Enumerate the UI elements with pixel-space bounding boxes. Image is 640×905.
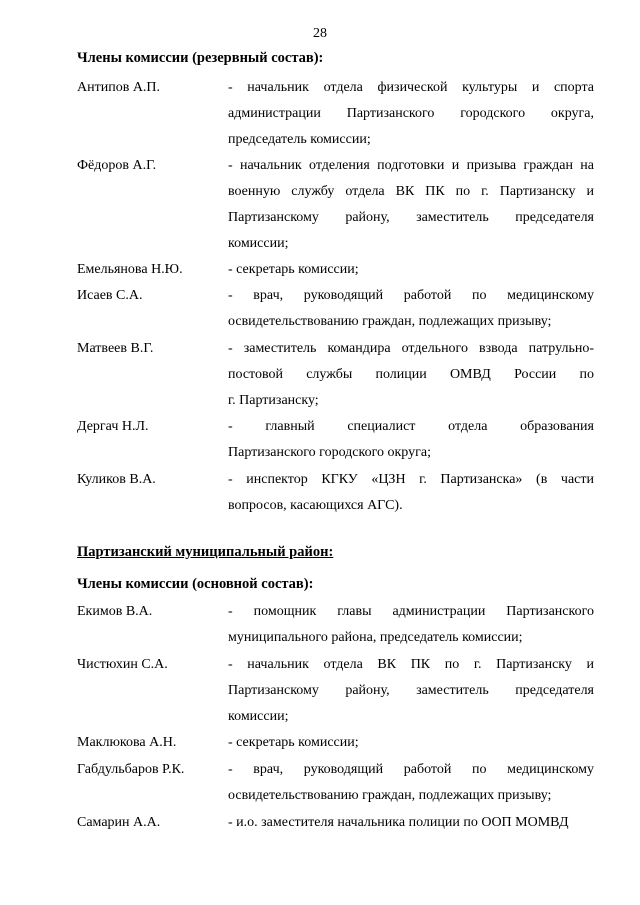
member-role-line: - секретарь комиссии;: [228, 735, 359, 750]
member-name: Чистюхин С.А.: [77, 657, 168, 672]
member-role-line: - начальник отделения подготовки и призыва граждан на: [228, 158, 594, 173]
member-role-line: освидетельствованию граждан, подлежащих призыву;: [228, 788, 552, 803]
member-name: Маклюкова А.Н.: [77, 735, 177, 750]
member-role-line: вопросов, касающихся АГС).: [228, 498, 403, 513]
member-role-line: постовой службы полиции ОМВД России по: [228, 367, 594, 382]
member-role-line: Партизанскому району, заместитель председателя: [228, 683, 594, 698]
section-heading-reserve: Члены комиссии (резервный состав):: [77, 50, 324, 66]
member-role-line: комиссии;: [228, 236, 289, 251]
member-role-line: - начальник отдела ВК ПК по г. Партизанску и: [228, 657, 594, 672]
member-role-line: - помощник главы администрации Партизанского: [228, 604, 594, 619]
member-role-line: муниципального района, председатель комиссии;: [228, 630, 523, 645]
member-name: Исаев С.А.: [77, 288, 143, 303]
member-role-line: администрации Партизанского городского округа,: [228, 106, 594, 121]
district-heading: Партизанский муниципальный район:: [77, 544, 334, 560]
member-role-line: Партизанскому району, заместитель председателя: [228, 210, 594, 225]
member-name: Дергач Н.Л.: [77, 419, 149, 434]
member-role-line: - врач, руководящий работой по медицинскому: [228, 288, 594, 303]
member-role-line: - главный специалист отдела образования: [228, 419, 594, 434]
section-heading-main: Члены комиссии (основной состав):: [77, 576, 314, 592]
member-role-line: Партизанского городского округа;: [228, 445, 431, 460]
member-role-line: военную службу отдела ВК ПК по г. Партизанску и: [228, 184, 594, 199]
member-role-line: - и.о. заместителя начальника полиции по ООП МОМВД: [228, 815, 569, 830]
member-role-line: г. Партизанску;: [228, 393, 319, 408]
member-role-line: - начальник отдела физической культуры и спорта: [228, 80, 594, 95]
member-name: Фёдоров А.Г.: [77, 158, 157, 173]
member-name: Самарин А.А.: [77, 815, 161, 830]
member-role-line: комиссии;: [228, 709, 289, 724]
member-name: Антипов А.П.: [77, 80, 161, 95]
page-number: 28: [313, 26, 327, 41]
member-role-line: - секретарь комиссии;: [228, 262, 359, 277]
member-name: Екимов В.А.: [77, 604, 153, 619]
member-name: Куликов В.А.: [77, 472, 156, 487]
member-role-line: - инспектор КГКУ «ЦЗН г. Партизанска» (в части: [228, 472, 594, 487]
member-role-line: - заместитель командира отдельного взвода патрульно-: [228, 341, 594, 356]
member-name: Емельянова Н.Ю.: [77, 262, 183, 277]
member-role-line: председатель комиссии;: [228, 132, 371, 147]
member-role-line: - врач, руководящий работой по медицинскому: [228, 762, 594, 777]
member-name: Матвеев В.Г.: [77, 341, 154, 356]
member-name: Габдульбаров Р.К.: [77, 762, 185, 777]
member-role-line: освидетельствованию граждан, подлежащих призыву;: [228, 314, 552, 329]
